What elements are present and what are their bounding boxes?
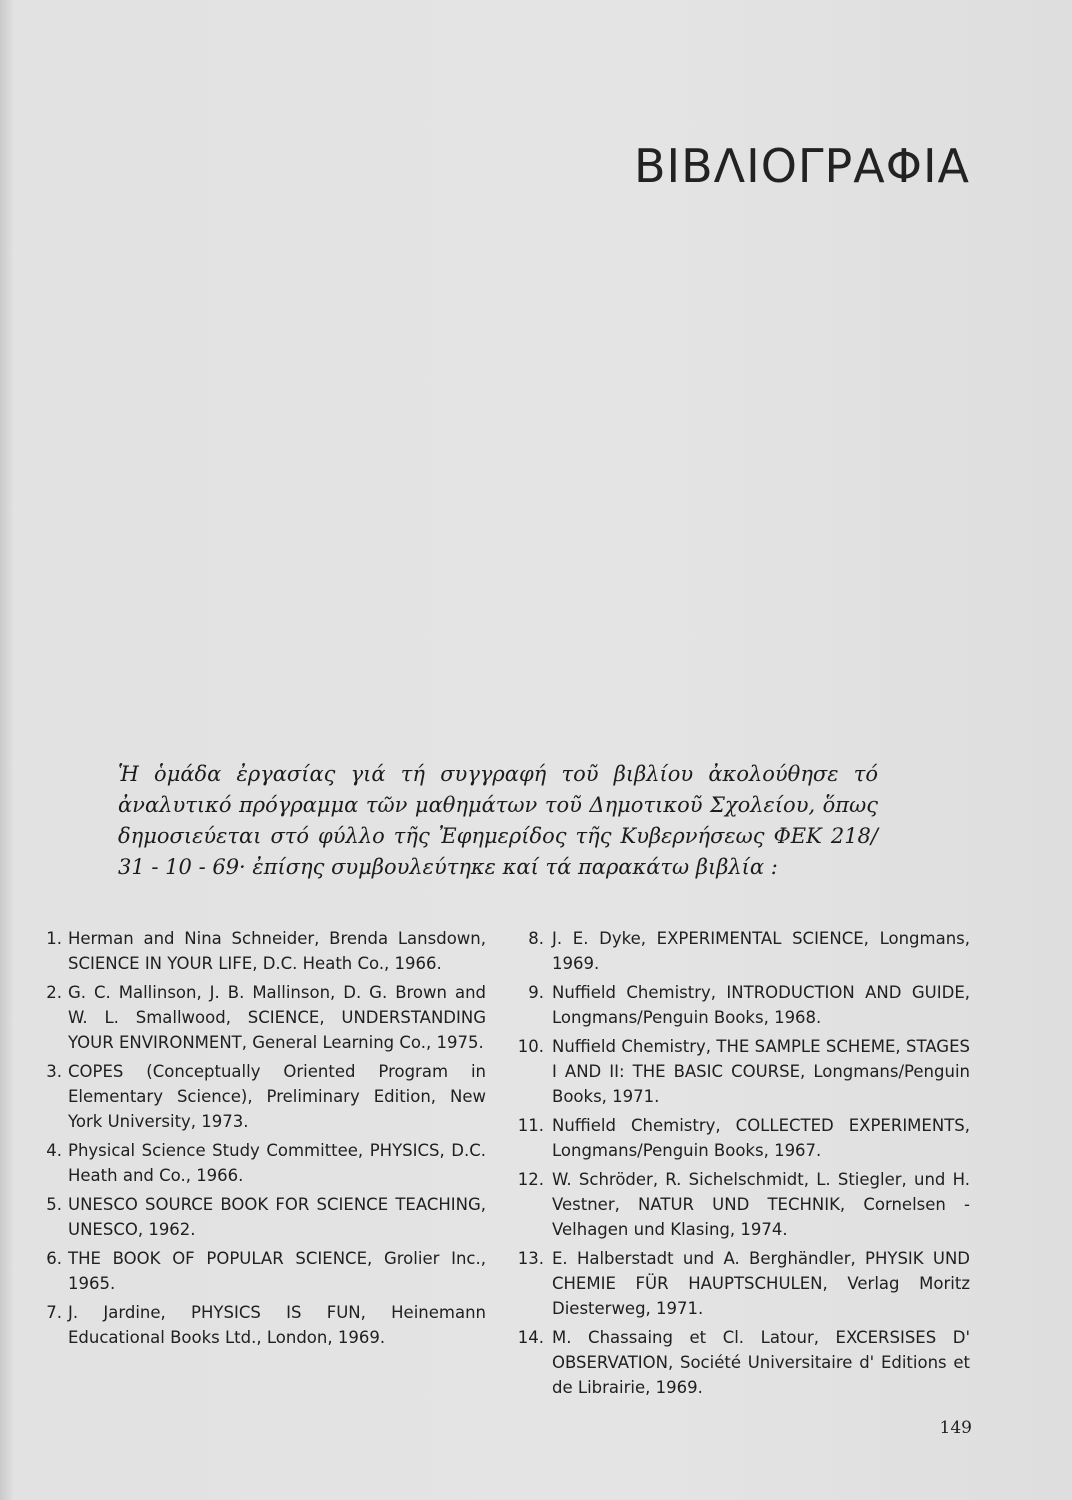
reference-text: J. Jardine, PHYSICS IS FUN, Heinemann Educational Books Ltd., London, 1969. bbox=[68, 1303, 486, 1347]
reference-item bbox=[40, 980, 486, 1055]
reference-item bbox=[514, 1246, 970, 1321]
reference-number: 4. bbox=[46, 1141, 62, 1160]
reference-item bbox=[40, 1300, 486, 1350]
reference-item bbox=[514, 1034, 970, 1109]
reference-text: M. Chassaing et Cl. Latour, EXCERSISES D' OBSERVATION, Société Universitaire d' Editions et de Librairie, 1969. bbox=[552, 1328, 970, 1397]
reference-text: UNESCO SOURCE BOOK FOR SCIENCE TEACHING, UNESCO, 1962. bbox=[68, 1195, 486, 1239]
reference-text: G. C. Mallinson, J. B. Mallinson, D. G. Brown and W. L. Smallwood, SCIENCE, UNDERSTANDING YOUR ENVIRONMENT, General Learning Co., 1975. bbox=[68, 983, 486, 1052]
reference-item bbox=[514, 1167, 970, 1242]
reference-item bbox=[514, 926, 970, 976]
reference-text: Nuffield Chemistry, THE SAMPLE SCHEME, STAGES I AND II: THE BASIC COURSE, Longmans/Penguin Books, 1971. bbox=[552, 1037, 970, 1106]
reference-number: 6. bbox=[46, 1249, 62, 1268]
reference-item bbox=[40, 1059, 486, 1134]
reference-text: COPES (Conceptually Oriented Program in Elementary Science), Preliminary Edition, New York University, 1973. bbox=[68, 1062, 486, 1131]
reference-number: 3. bbox=[46, 1062, 62, 1081]
intro-paragraph: Ἡ ὁμάδα ἐργασίας γιά τή συγγραφή τοῦ βιβλίου ἀκολούθησε τό ἀναλυτικό πρόγραμμα τῶν μαθημάτων τοῦ Δημοτικοῦ Σχολείου, ὅπως δημοσιεύεται στό φύλλο τῆς Ἐφημερίδος τῆς Κυβερνήσεως ΦΕΚ 218/ 31 - 10 - 69· ἐπίσης συμβουλεύτηκε καί τά παρακάτω βιβλία : bbox=[118, 762, 878, 879]
reference-text: W. Schröder, R. Sichelschmidt, L. Stiegler, und H. Vestner, NATUR UND TECHNIK, Cornelsen - Velhagen und Klasing, 1974. bbox=[552, 1170, 970, 1239]
page-number: 149 bbox=[939, 1418, 972, 1438]
reference-number: 7. bbox=[46, 1303, 62, 1322]
reference-item bbox=[514, 980, 970, 1030]
references-left-column bbox=[40, 926, 486, 1354]
reference-number: 9. bbox=[528, 983, 544, 1002]
reference-item bbox=[514, 1113, 970, 1163]
reference-number: 13. bbox=[517, 1249, 544, 1268]
reference-item bbox=[40, 1192, 486, 1242]
reference-number: 14. bbox=[517, 1328, 544, 1347]
reference-number: 10. bbox=[517, 1037, 544, 1056]
reference-number: 8. bbox=[528, 929, 544, 948]
reference-number: 2. bbox=[46, 983, 62, 1002]
reference-text: Nuffield Chemistry, COLLECTED EXPERIMENTS, Longmans/Penguin Books, 1967. bbox=[552, 1116, 970, 1160]
reference-number: 12. bbox=[517, 1170, 544, 1189]
reference-number: 1. bbox=[46, 929, 62, 948]
reference-number: 5. bbox=[46, 1195, 62, 1214]
reference-item bbox=[514, 1325, 970, 1400]
reference-number: 11. bbox=[517, 1116, 544, 1135]
reference-text: THE BOOK OF POPULAR SCIENCE, Grolier Inc., 1965. bbox=[68, 1249, 486, 1293]
reference-text: Herman and Nina Schneider, Brenda Lansdown, SCIENCE IN YOUR LIFE, D.C. Heath Co., 1966. bbox=[68, 929, 486, 973]
reference-item bbox=[40, 926, 486, 976]
reference-text: E. Halberstadt und A. Berghändler, PHYSIK UND CHEMIE FÜR HAUPTSCHULEN, Verlag Moritz Diesterweg, 1971. bbox=[552, 1249, 970, 1318]
reference-item bbox=[40, 1246, 486, 1296]
page-title: ΒΙΒΛΙΟΓΡΑΦΙΑ bbox=[634, 138, 970, 193]
references-right-column bbox=[514, 926, 970, 1404]
reference-item bbox=[40, 1138, 486, 1188]
reference-text: J. E. Dyke, EXPERIMENTAL SCIENCE, Longmans, 1969. bbox=[552, 929, 970, 973]
reference-text: Nuffield Chemistry, INTRODUCTION AND GUIDE, Longmans/Penguin Books, 1968. bbox=[552, 983, 970, 1027]
reference-text: Physical Science Study Committee, PHYSICS, D.C. Heath and Co., 1966. bbox=[68, 1141, 486, 1185]
